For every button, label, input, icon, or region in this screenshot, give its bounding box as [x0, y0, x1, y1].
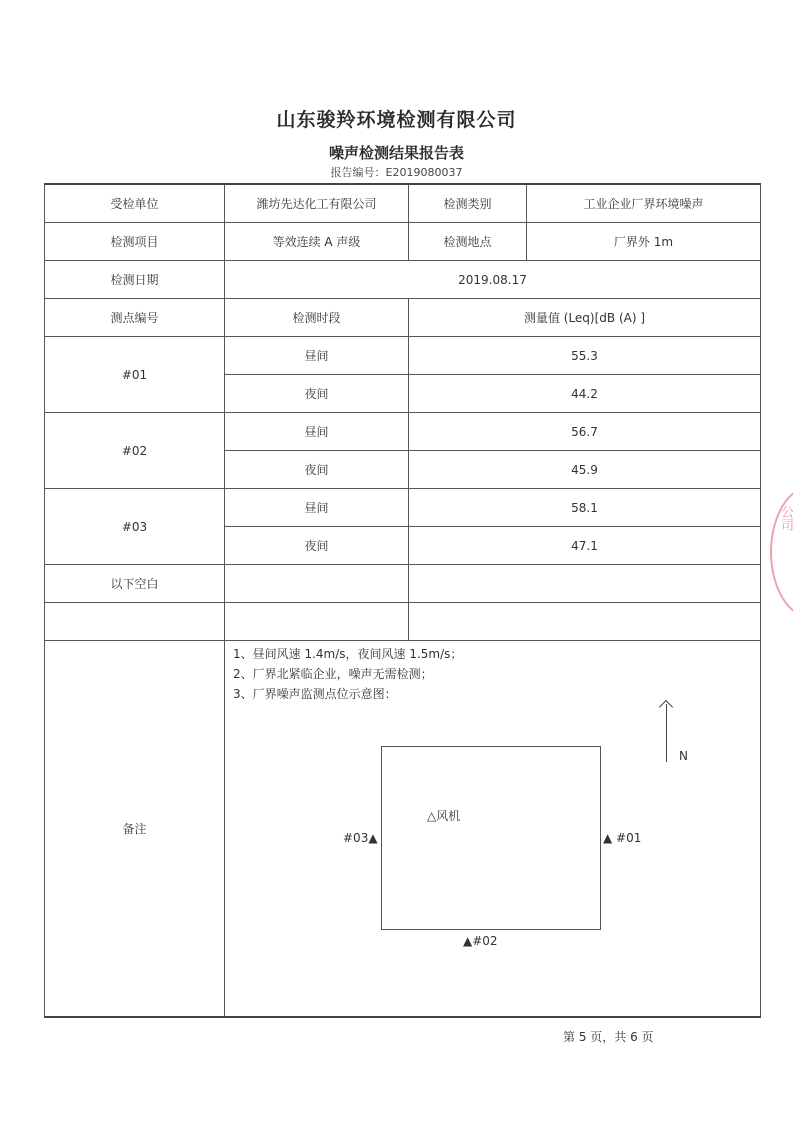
- fan-label: △风机: [427, 809, 461, 823]
- unit-value: 潍坊先达化工有限公司: [225, 184, 409, 223]
- empty-cell: [45, 603, 225, 641]
- col-value: 测量值 (Leq)[dB (A) ]: [409, 299, 761, 337]
- empty-cell: [225, 603, 409, 641]
- table-row: [45, 489, 761, 527]
- arrow-head-icon: [659, 700, 673, 714]
- period: 昼间: [225, 413, 409, 451]
- value: 44.2: [409, 375, 761, 413]
- seal-text: 公司: [778, 505, 793, 531]
- category-label: 检测类别: [409, 184, 527, 223]
- value: 56.7: [409, 413, 761, 451]
- value: 47.1: [409, 527, 761, 565]
- empty-cell: [409, 603, 761, 641]
- notes-row: [45, 641, 761, 1018]
- period: 夜间: [225, 527, 409, 565]
- page-number: 第 5 页，共 6 页: [563, 1030, 654, 1044]
- point-02-marker: ▲#02: [463, 934, 498, 948]
- category-value: 工业企业厂界环境噪声: [527, 184, 761, 223]
- empty-cell: [225, 565, 409, 603]
- notes-content: [225, 641, 761, 1018]
- noise-results-table: [44, 183, 761, 1018]
- col-point: 测点编号: [45, 299, 225, 337]
- period: 昼间: [225, 337, 409, 375]
- table-row: [45, 184, 761, 223]
- notes-label: 备注: [45, 641, 225, 1018]
- table-row: [45, 261, 761, 299]
- point-id: #01: [45, 337, 225, 413]
- date-value: 2019.08.17: [225, 261, 761, 299]
- location-label: 检测地点: [409, 223, 527, 261]
- table-row: [45, 565, 761, 603]
- table-header-row: [45, 299, 761, 337]
- value: 58.1: [409, 489, 761, 527]
- location-value: 厂界外 1m: [527, 223, 761, 261]
- value: 55.3: [409, 337, 761, 375]
- plant-boundary: [381, 746, 601, 930]
- period: 昼间: [225, 489, 409, 527]
- table-row: [45, 223, 761, 261]
- value: 45.9: [409, 451, 761, 489]
- blank-label: 以下空白: [45, 565, 225, 603]
- point-id: #02: [45, 413, 225, 489]
- monitoring-point-diagram: [225, 641, 760, 1016]
- period: 夜间: [225, 451, 409, 489]
- empty-cell: [409, 565, 761, 603]
- point-01-marker: ▲ #01: [603, 831, 642, 845]
- point-03-marker: #03▲: [343, 831, 378, 845]
- report-number: 报告编号：E2019080037: [330, 166, 463, 179]
- table-row: [45, 413, 761, 451]
- table-row: [45, 603, 761, 641]
- unit-label: 受检单位: [45, 184, 225, 223]
- date-label: 检测日期: [45, 261, 225, 299]
- period: 夜间: [225, 375, 409, 413]
- north-label: N: [679, 749, 688, 763]
- table-row: [45, 337, 761, 375]
- note-line: 3、厂界噪声监测点位示意图：: [233, 687, 397, 701]
- company-name: 山东骏羚环境检测有限公司: [276, 109, 517, 131]
- note-line: 2、厂界北紧临企业，噪声无需检测；: [233, 667, 433, 681]
- point-id: #03: [45, 489, 225, 565]
- note-line: 1、昼间风速 1.4m/s，夜间风速 1.5m/s；: [233, 647, 463, 661]
- report-title: 噪声检测结果报告表: [328, 144, 464, 162]
- col-period: 检测时段: [225, 299, 409, 337]
- item-value: 等效连续 A 声级: [225, 223, 409, 261]
- item-label: 检测项目: [45, 223, 225, 261]
